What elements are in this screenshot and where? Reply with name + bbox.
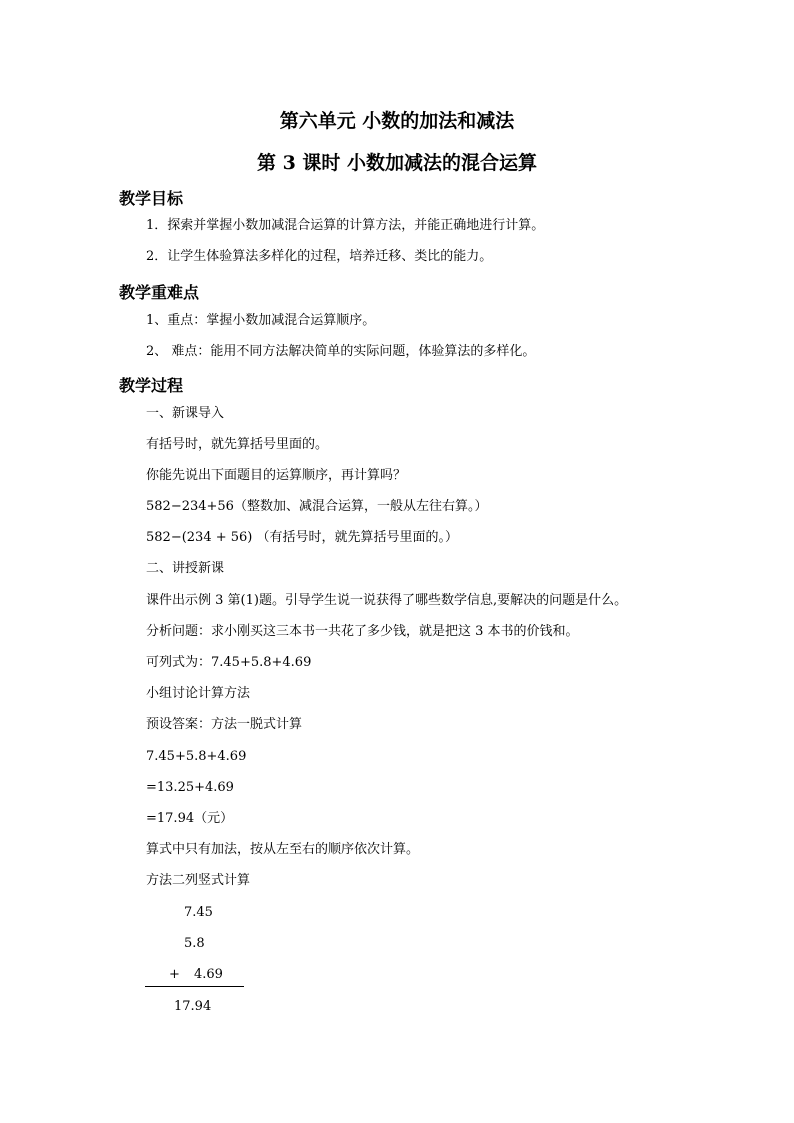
key-point-item: 2、 难点：能用不同方法解决简单的实际问题，体验算法的多样化。 — [146, 344, 536, 359]
expression-line: 7.45+5.8+4.69 — [146, 749, 247, 764]
key-point-item: 1、重点：掌握小数加减混合运算顺序。 — [146, 313, 376, 328]
paragraph: 算式中只有加法，按从左至右的顺序依次计算。 — [146, 842, 420, 857]
process-heading: 教学过程 — [119, 376, 184, 395]
goal-item: 1．探索并掌握小数加减混合运算的计算方法，并能正确地进行计算。 — [146, 218, 545, 233]
goals-heading: 教学目标 — [119, 189, 184, 208]
expression-line: 582−(234 + 56) （有括号时，就先算括号里面的。） — [146, 530, 458, 545]
plus-operator: + — [169, 967, 180, 982]
vertical-calc-row: 4.69 — [194, 967, 223, 982]
expression-line: 582−234+56（整数加、减混合运算，一般从左往右算。） — [146, 499, 488, 514]
expression-line: =13.25+4.69 — [146, 780, 234, 795]
sum-line — [145, 986, 244, 987]
paragraph: 你能先说出下面题目的运算顺序，再计算吗？ — [146, 468, 407, 483]
lesson-subtitle: 第 3 课时 小数加减法的混合运算 — [256, 152, 538, 174]
paragraph: 方法二列竖式计算 — [146, 873, 251, 888]
vertical-calc-row: 5.8 — [184, 936, 205, 951]
paragraph: 课件出示例 3 第(1)题。引导学生说一说获得了哪些数学信息,要解决的问题是什么。 — [146, 593, 628, 608]
paragraph: 有括号时，就先算括号里面的。 — [146, 437, 329, 452]
key-points-heading: 教学重难点 — [119, 283, 200, 302]
vertical-calc-result: 17.94 — [174, 999, 212, 1014]
expression-line: =17.94（元） — [146, 811, 234, 826]
paragraph: 分析问题：求小刚买这三本书一共花了多少钱，就是把这 3 本书的价钱和。 — [146, 624, 579, 639]
goal-item: 2．让学生体验算法多样化的过程，培养迁移、类比的能力。 — [146, 249, 493, 264]
section-heading-new-lesson: 二、讲授新课 — [146, 561, 225, 576]
paragraph: 预设答案：方法一脱式计算 — [146, 717, 303, 732]
vertical-calc-row: 7.45 — [184, 905, 213, 920]
expression-line: 可列式为：7.45+5.8+4.69 — [146, 655, 312, 670]
paragraph: 小组讨论计算方法 — [146, 686, 251, 701]
section-heading-intro: 一、新课导入 — [146, 406, 225, 421]
page-title: 第六单元 小数的加法和减法 — [279, 110, 515, 132]
